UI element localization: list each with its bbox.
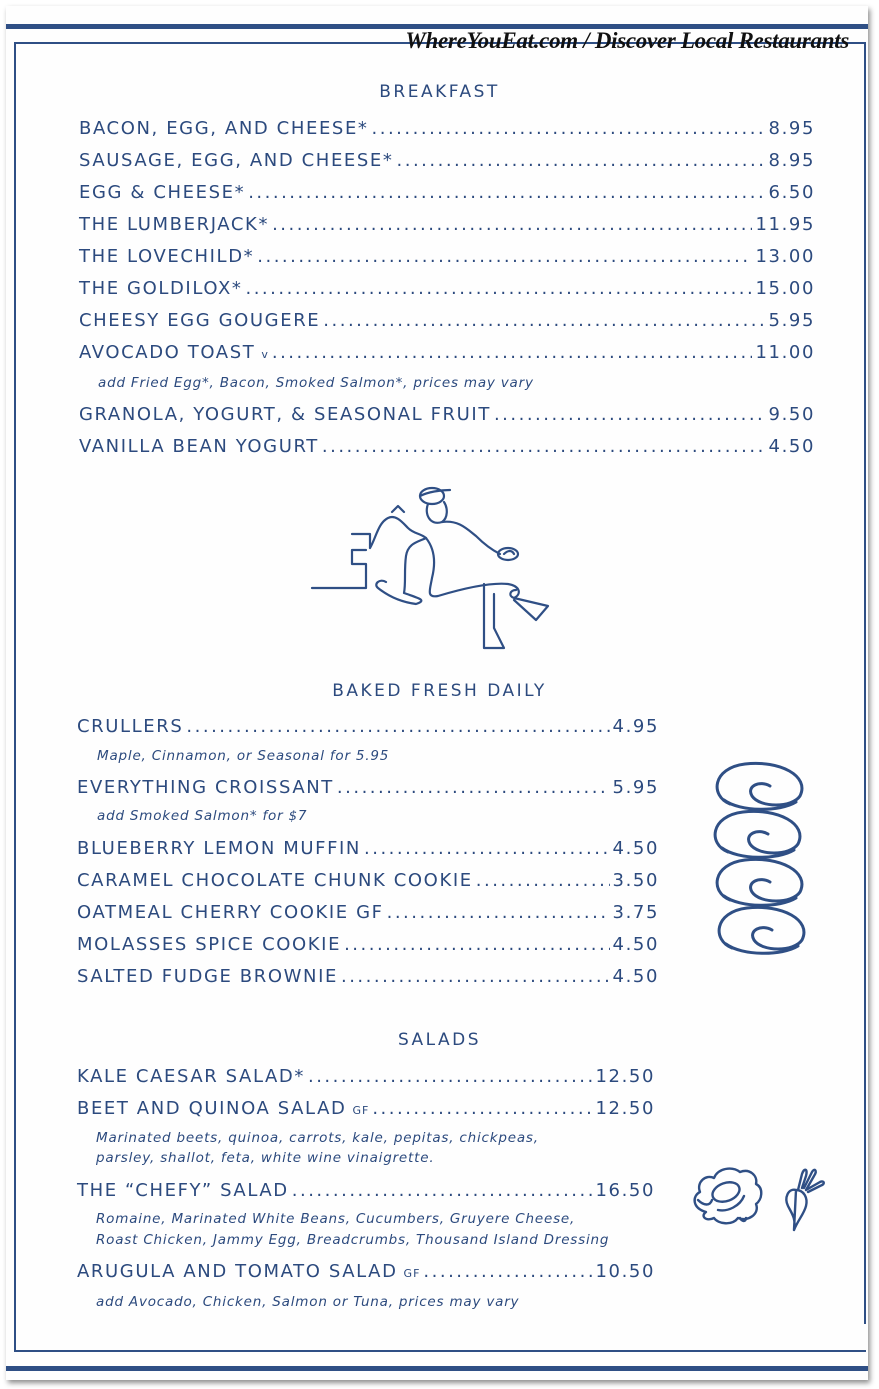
item-price: 3.75 [612, 902, 659, 923]
item-price: 4.50 [612, 934, 659, 955]
item-name: OATMEAL CHERRY COOKIE GF [77, 902, 384, 923]
menu-item [79, 404, 815, 425]
item-name: VANILLA BEAN YOGURT [79, 436, 319, 457]
item-name: EVERYTHING CROISSANT [77, 777, 334, 798]
section-title-breakfast: BREAKFAST [379, 82, 500, 102]
menu-item [79, 150, 815, 171]
menu-item [77, 870, 659, 891]
gluten-free-tag: GF [352, 1104, 370, 1117]
person-with-dog-illustration [308, 478, 558, 653]
menu-item [77, 1261, 655, 1282]
item-note: Maple, Cinnamon, or Seasonal for 5.95 [97, 748, 390, 764]
item-name: THE LUMBERJACK* [79, 214, 270, 235]
item-name: BACON, EGG, AND CHEESE* [79, 118, 369, 139]
menu-item [79, 278, 815, 299]
item-price: 9.50 [768, 404, 815, 425]
dot-leader [272, 214, 752, 235]
item-price: 5.95 [612, 777, 659, 798]
menu-item [77, 934, 659, 955]
item-name: SAUSAGE, EGG, AND CHEESE* [79, 150, 394, 171]
item-price: 4.50 [612, 966, 659, 987]
dot-leader [245, 278, 752, 299]
item-name: CHEESY EGG GOUGERE [79, 310, 321, 331]
item-note: add Smoked Salmon* for $7 [97, 808, 308, 824]
item-name: BLUEBERRY LEMON MUFFIN [77, 838, 362, 859]
section-title-baked: BAKED FRESH DAILY [332, 681, 547, 701]
item-name: CRULLERS [77, 716, 184, 737]
item-note: add Fried Egg*, Bacon, Smoked Salmon*, prices may vary [98, 375, 534, 391]
item-price: 10.50 [595, 1261, 655, 1282]
menu-item [79, 118, 815, 139]
cabbage-and-beet-illustration [688, 1160, 838, 1235]
item-name: GRANOLA, YOGURT, & SEASONAL FRUIT [79, 404, 491, 425]
menu-item [77, 1180, 655, 1201]
item-price: 12.50 [595, 1066, 655, 1087]
item-note: Romaine, Marinated White Beans, Cucumbers, Gruyere Cheese, [96, 1211, 576, 1227]
dot-leader [341, 966, 610, 987]
item-price: 11.00 [755, 342, 815, 363]
menu-item [77, 902, 659, 923]
dot-leader [248, 182, 765, 203]
item-name: AVOCADO TOAST [79, 342, 256, 363]
item-note: Marinated beets, quinoa, carrots, kale, pepitas, chickpeas, [96, 1130, 539, 1146]
menu-item [77, 777, 659, 798]
dot-leader [364, 838, 610, 859]
item-price: 4.50 [612, 838, 659, 859]
dot-leader [272, 342, 753, 363]
dot-leader [494, 404, 766, 425]
dot-leader [372, 1098, 592, 1119]
menu-item [79, 214, 815, 235]
dot-leader [372, 118, 766, 139]
menu-item [77, 1066, 655, 1087]
item-name: THE “CHEFY” SALAD [77, 1180, 289, 1201]
dot-leader [292, 1180, 593, 1201]
section-title-salads: SALADS [397, 1030, 482, 1050]
menu-item [77, 966, 659, 987]
item-name: CARAMEL CHOCOLATE CHUNK COOKIE [77, 870, 473, 891]
menu-item [79, 310, 815, 331]
item-name: KALE CAESAR SALAD* [77, 1066, 305, 1087]
dot-leader [344, 934, 609, 955]
dot-leader [387, 902, 610, 923]
menu-item [77, 838, 659, 859]
item-name: THE GOLDILOX* [79, 278, 243, 299]
item-name: SALTED FUDGE BROWNIE [77, 966, 338, 987]
dot-leader [337, 777, 610, 798]
dot-leader [323, 310, 765, 331]
item-note: parsley, shallot, feta, white wine vinaigrette. [96, 1150, 435, 1166]
dot-leader [423, 1261, 592, 1282]
menu-item [79, 182, 815, 203]
item-note: Roast Chicken, Jammy Egg, Breadcrumbs, Thousand Island Dressing [96, 1232, 610, 1248]
item-price: 16.50 [595, 1180, 655, 1201]
item-price: 4.50 [768, 436, 815, 457]
item-price: 13.00 [755, 246, 815, 267]
menu-item [79, 246, 815, 267]
menu-item [77, 1098, 655, 1119]
dot-leader [322, 436, 766, 457]
dot-leader [308, 1066, 592, 1087]
item-name: THE LOVECHILD* [79, 246, 255, 267]
item-name: BEET AND QUINOA SALAD [77, 1098, 347, 1119]
dot-leader [186, 716, 609, 737]
item-price: 8.95 [768, 150, 815, 171]
item-name: ARUGULA AND TOMATO SALAD [77, 1261, 398, 1282]
vegetarian-tag: v [261, 348, 269, 361]
dot-leader [257, 246, 752, 267]
item-price: 15.00 [755, 278, 815, 299]
item-price: 4.95 [612, 716, 659, 737]
dot-leader [476, 870, 610, 891]
item-name: MOLASSES SPICE COOKIE [77, 934, 342, 955]
item-price: 3.50 [612, 870, 659, 891]
item-note: add Avocado, Chicken, Salmon or Tuna, prices may vary [96, 1294, 520, 1310]
dot-leader [397, 150, 766, 171]
item-price: 5.95 [768, 310, 815, 331]
gluten-free-tag: GF [403, 1267, 421, 1280]
menu-item [77, 716, 659, 737]
site-watermark: WhereYouEat.com / Discover Local Restaurants [405, 28, 849, 53]
item-price: 11.95 [755, 214, 815, 235]
cinnamon-roll-stack-illustration [700, 756, 815, 966]
menu-item [79, 342, 815, 363]
item-price: 12.50 [595, 1098, 655, 1119]
item-name: EGG & CHEESE* [79, 182, 246, 203]
menu-item [79, 436, 815, 457]
item-price: 6.50 [768, 182, 815, 203]
bottom-rule [6, 1366, 868, 1371]
item-price: 8.95 [768, 118, 815, 139]
